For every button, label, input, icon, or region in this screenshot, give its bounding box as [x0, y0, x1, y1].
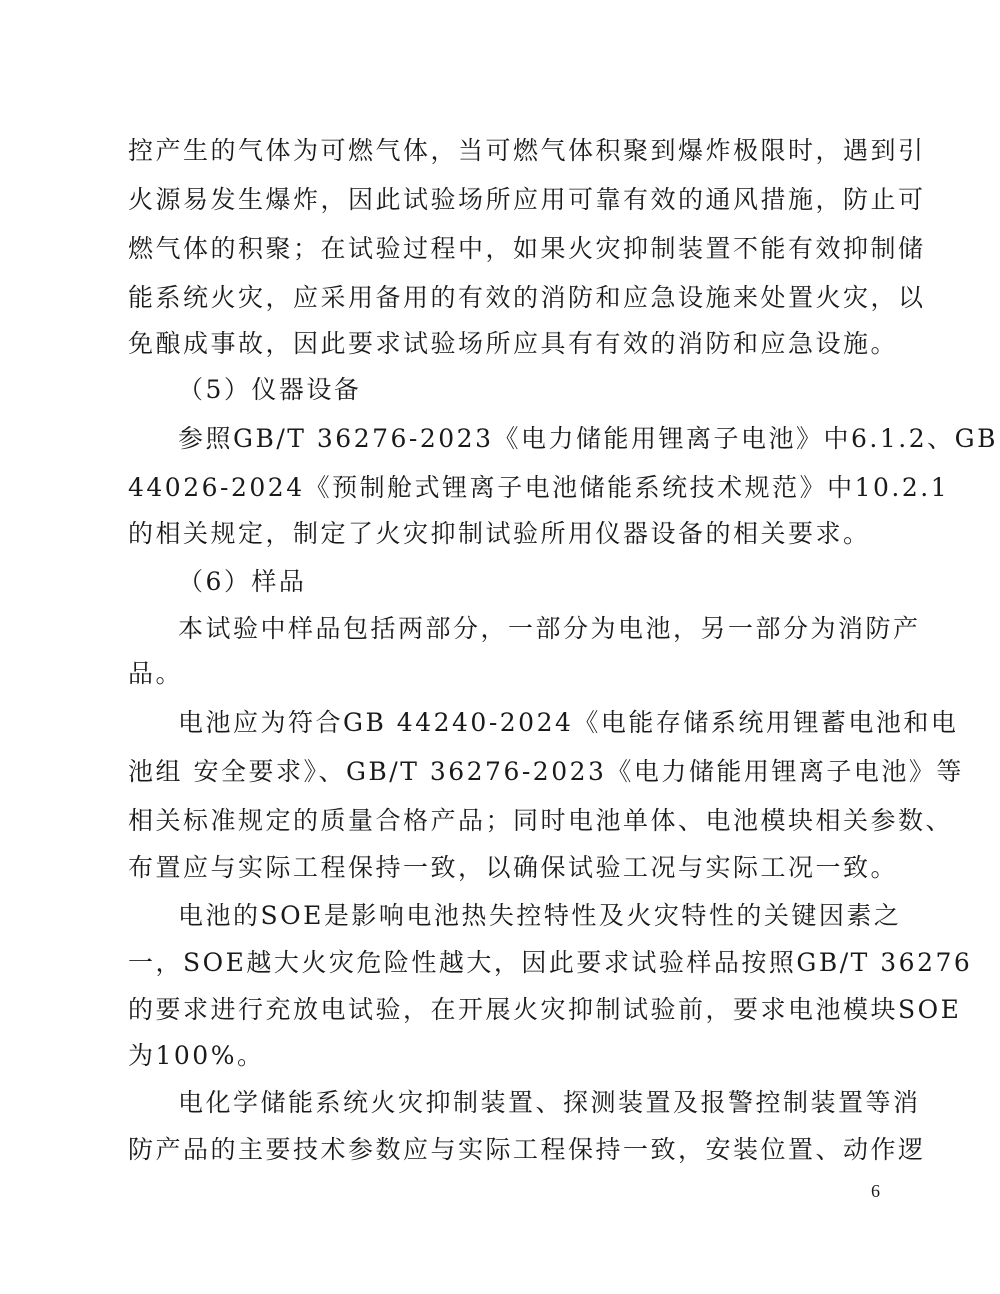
text-line: 品。	[128, 659, 184, 688]
section-heading: （6）样品	[178, 567, 307, 596]
text-line: 电池的SOE是影响电池热失控特性及火灾特性的关键因素之	[178, 901, 902, 930]
text-line: 火源易发生爆炸，因此试验场所应用可靠有效的通风措施，防止可	[128, 185, 926, 214]
text-line: 燃气体的积聚；在试验过程中，如果火灾抑制装置不能有效抑制储	[128, 234, 926, 263]
text-line: 一，SOE越大火灾危险性越大，因此要求试验样品按照GB/T 36276	[128, 948, 973, 977]
text-line: 防产品的主要技术参数应与实际工程保持一致，安装位置、动作逻	[128, 1135, 926, 1164]
text-line: 参照GB/T 36276-2023《电力储能用锂离子电池》中6.1.2、GB	[178, 424, 998, 453]
text-line: 电化学储能系统火灾抑制装置、探测装置及报警控制装置等消	[178, 1088, 921, 1117]
text-line: 布置应与实际工程保持一致，以确保试验工况与实际工况一致。	[128, 853, 899, 882]
text-line: 能系统火灾，应采用备用的有效的消防和应急设施来处置火灾，以	[128, 283, 926, 312]
page-number: 6	[871, 1181, 880, 1201]
text-line: 本试验中样品包括两部分，一部分为电池，另一部分为消防产	[178, 614, 921, 643]
text-line: 控产生的气体为可燃气体，当可燃气体积聚到爆炸极限时，遇到引	[128, 136, 926, 165]
text-line: 的相关规定，制定了火灾抑制试验所用仪器设备的相关要求。	[128, 519, 871, 548]
text-line: 池组 安全要求》、GB/T 36276-2023《电力储能用锂离子电池》等	[128, 757, 964, 786]
text-line: 电池应为符合GB 44240-2024《电能存储系统用锂蓄电池和电	[178, 708, 959, 737]
text-line: 为100%。	[128, 1041, 265, 1070]
text-line: 相关标准规定的质量合格产品；同时电池单体、电池模块相关参数、	[128, 806, 954, 835]
text-line: 免酿成事故，因此要求试验场所应具有有效的消防和应急设施。	[128, 329, 899, 358]
section-heading: （5）仪器设备	[178, 375, 362, 404]
text-line: 的要求进行充放电试验，在开展火灾抑制试验前，要求电池模块SOE	[128, 995, 962, 1024]
text-line: 44026-2024《预制舱式锂离子电池储能系统技术规范》中10.2.1	[128, 473, 950, 502]
